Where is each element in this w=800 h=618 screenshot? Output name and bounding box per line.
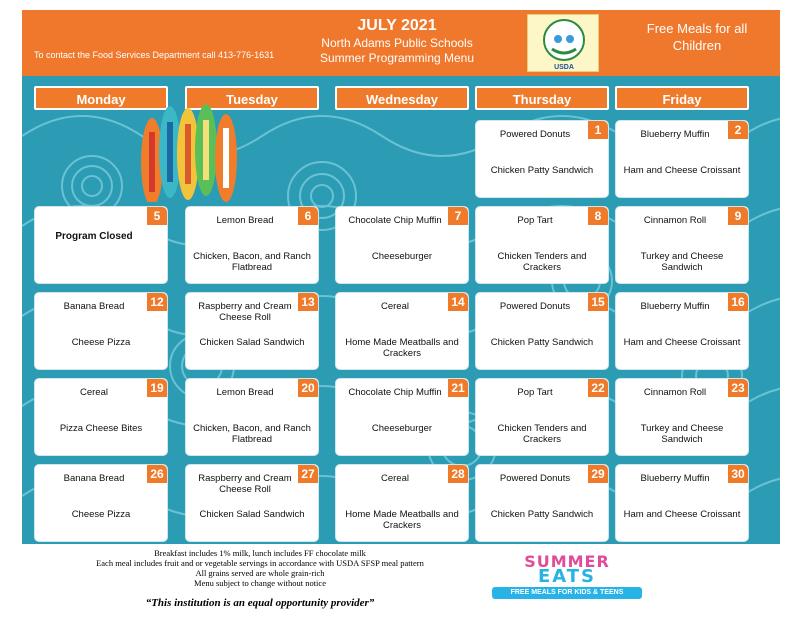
date-number: 6 <box>298 207 318 225</box>
breakfast-item: Raspberry and Cream Cheese Roll <box>198 473 292 495</box>
day-cell <box>615 120 749 198</box>
date-number: 12 <box>147 293 167 311</box>
free-meals-banner: Free Meals for all Children <box>646 21 748 53</box>
day-cell <box>185 292 319 370</box>
day-cell <box>34 464 168 542</box>
date-number: 14 <box>448 293 468 311</box>
lunch-item: Turkey and Cheese Sandwich <box>640 251 724 273</box>
date-number: 23 <box>728 379 748 397</box>
breakfast-item: Blueberry Muffin <box>640 473 710 484</box>
breakfast-item: Cereal <box>381 301 409 312</box>
day-cell <box>615 292 749 370</box>
menu-name: Summer Programming Menu <box>319 51 475 65</box>
date-number: 9 <box>728 207 748 225</box>
summer-eats-logo <box>492 553 642 603</box>
breakfast-item: Banana Bread <box>63 473 125 484</box>
day-cell <box>475 206 609 284</box>
lunch-item: Chicken Salad Sandwich <box>199 509 305 520</box>
date-number: 5 <box>147 207 167 225</box>
note-line: Breakfast includes 1% milk, lunch includes FF chocolate milk <box>154 548 366 558</box>
equal-opportunity-statement: “This institution is an equal opportunity provider” <box>145 597 375 609</box>
date-number: 27 <box>298 465 318 483</box>
date-number: 30 <box>728 465 748 483</box>
day-cell <box>615 464 749 542</box>
breakfast-item: Powered Donuts <box>499 301 571 312</box>
day-cell <box>335 292 469 370</box>
day-header-wednesday: Wednesday <box>335 86 469 110</box>
date-number: 8 <box>588 207 608 225</box>
breakfast-item: Chocolate Chip Muffin <box>348 387 442 398</box>
breakfast-item: Cereal <box>381 473 409 484</box>
day-cell <box>34 378 168 456</box>
day-cell <box>185 378 319 456</box>
lunch-item: Home Made Meatballs and Crackers <box>345 509 459 531</box>
date-number: 20 <box>298 379 318 397</box>
breakfast-item: Raspberry and Cream Cheese Roll <box>198 301 292 323</box>
lunch-item: Chicken Tenders and Crackers <box>497 251 587 273</box>
lunch-item: Chicken Patty Sandwich <box>490 337 594 348</box>
note-line: Menu subject to change without notice <box>194 578 326 588</box>
breakfast-item: Powered Donuts <box>499 473 571 484</box>
date-number: 28 <box>448 465 468 483</box>
calendar-area <box>22 76 780 544</box>
breakfast-item: Pop Tart <box>517 387 553 398</box>
breakfast-item: Lemon Bread <box>216 215 274 226</box>
lunch-item: Chicken Tenders and Crackers <box>497 423 587 445</box>
note-line: Each meal includes fruit and or vegetable servings in accordance with USDA SFSP meal pattern <box>96 558 424 568</box>
breakfast-item: Blueberry Muffin <box>640 129 710 140</box>
day-cell <box>615 206 749 284</box>
day-cell <box>335 378 469 456</box>
lunch-item: Pizza Cheese Bites <box>59 423 143 434</box>
lunch-item: Chicken, Bacon, and Ranch Flatbread <box>193 251 311 273</box>
note-line: All grains served are whole grain-rich <box>195 568 325 578</box>
lunch-item: Turkey and Cheese Sandwich <box>640 423 724 445</box>
lunch-item: Home Made Meatballs and Crackers <box>345 337 459 359</box>
date-number: 21 <box>448 379 468 397</box>
breakfast-item: Powered Donuts <box>499 129 571 140</box>
date-number: 1 <box>588 121 608 139</box>
day-cell <box>475 378 609 456</box>
date-number: 29 <box>588 465 608 483</box>
menu-title: JULY 2021 <box>357 17 437 34</box>
day-cell <box>335 206 469 284</box>
day-cell <box>34 292 168 370</box>
svg-text:USDA: USDA <box>554 64 574 71</box>
menu-notes <box>40 548 480 588</box>
breakfast-item: Chocolate Chip Muffin <box>348 215 442 226</box>
breakfast-item: Lemon Bread <box>216 387 274 398</box>
lunch-item: Ham and Cheese Croissant <box>623 509 741 520</box>
usda-sfsp-logo <box>527 14 599 72</box>
closed-notice: Program Closed <box>55 231 133 242</box>
lunch-item: Cheeseburger <box>371 423 433 434</box>
lunch-item: Chicken, Bacon, and Ranch Flatbread <box>193 423 311 445</box>
lunch-item: Cheese Pizza <box>71 337 131 348</box>
day-cell <box>615 378 749 456</box>
lunch-item: Chicken Patty Sandwich <box>490 165 594 176</box>
day-cell <box>475 464 609 542</box>
lunch-item: Chicken Salad Sandwich <box>199 337 305 348</box>
date-number: 2 <box>728 121 748 139</box>
day-cell <box>475 292 609 370</box>
day-cell <box>185 206 319 284</box>
day-header-thursday: Thursday <box>475 86 609 110</box>
lunch-item: Ham and Cheese Croissant <box>623 337 741 348</box>
lunch-item: Cheeseburger <box>371 251 433 262</box>
date-number: 22 <box>588 379 608 397</box>
day-cell <box>475 120 609 198</box>
date-number: 7 <box>448 207 468 225</box>
breakfast-item: Cinnamon Roll <box>643 387 707 398</box>
summer-eats-logo-band: FREE MEALS FOR KIDS & TEENS <box>492 587 642 599</box>
date-number: 26 <box>147 465 167 483</box>
lunch-item: Chicken Patty Sandwich <box>490 509 594 520</box>
breakfast-item: Cereal <box>80 387 108 398</box>
menu-header <box>22 10 780 76</box>
day-header-tuesday: Tuesday <box>185 86 319 110</box>
breakfast-item: Blueberry Muffin <box>640 301 710 312</box>
day-header-friday: Friday <box>615 86 749 110</box>
school-name: North Adams Public Schools <box>321 36 473 50</box>
date-number: 15 <box>588 293 608 311</box>
day-header-monday: Monday <box>34 86 168 110</box>
day-cell <box>34 206 168 284</box>
title-block <box>277 16 517 66</box>
date-number: 16 <box>728 293 748 311</box>
date-number: 19 <box>147 379 167 397</box>
breakfast-item: Cinnamon Roll <box>643 215 707 226</box>
lunch-item: Cheese Pizza <box>71 509 131 520</box>
breakfast-item: Pop Tart <box>517 215 553 226</box>
breakfast-item: Banana Bread <box>63 301 125 312</box>
day-cell <box>335 464 469 542</box>
lunch-item: Ham and Cheese Croissant <box>623 165 741 176</box>
day-cell <box>185 464 319 542</box>
surfboards-illustration <box>132 102 242 202</box>
date-number: 13 <box>298 293 318 311</box>
summer-eats-logo-mid: EATS <box>537 566 597 587</box>
summer-eats-logo-top: SUMMER <box>524 552 610 571</box>
contact-text: To contact the Food Services Department call 413-776-1631 <box>34 50 275 60</box>
